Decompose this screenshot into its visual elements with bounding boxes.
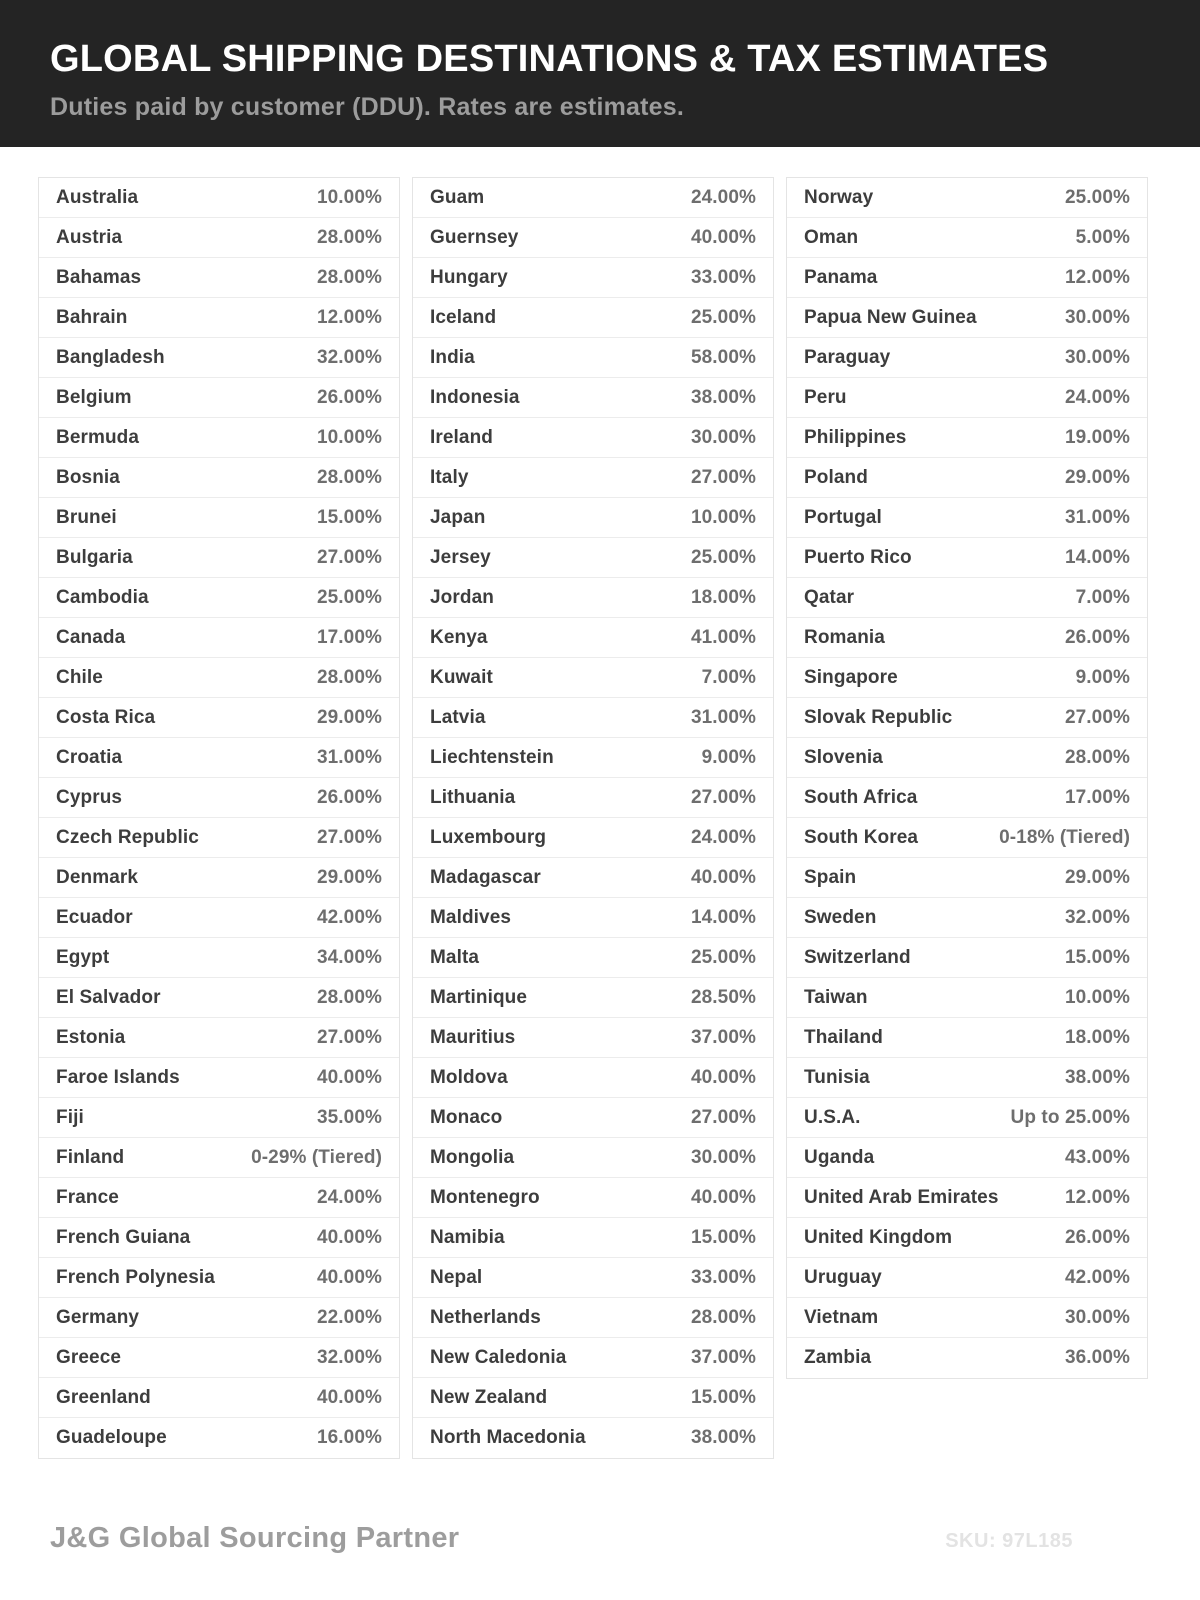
tax-rate: 24.00%: [316, 1186, 382, 1208]
country-name: Japan: [430, 506, 486, 528]
country-name: Finland: [56, 1146, 125, 1168]
tax-rate: 35.00%: [316, 1106, 382, 1128]
country-name: Guadeloupe: [56, 1427, 167, 1448]
tax-rate: 30.00%: [1064, 306, 1130, 328]
table-row: [413, 858, 773, 898]
tax-rate: 25.00%: [690, 306, 756, 328]
tax-rate: 26.00%: [316, 386, 382, 408]
table-row: [413, 178, 773, 218]
country-name: South Korea: [804, 826, 919, 848]
brand-name: J&G Global Sourcing Partner: [50, 1522, 460, 1554]
tax-rate: 41.00%: [690, 626, 756, 648]
tax-rate: 18.00%: [690, 586, 756, 608]
tax-rate: 40.00%: [316, 1386, 382, 1408]
tax-rate: 26.00%: [1064, 626, 1130, 648]
table-row: [39, 778, 399, 818]
table-row: [787, 298, 1147, 338]
table-row: [39, 458, 399, 498]
table-row: [787, 898, 1147, 938]
table-row: [39, 1418, 399, 1458]
table-row: [787, 778, 1147, 818]
tax-rate: 10.00%: [1064, 986, 1130, 1008]
tax-rate: 38.00%: [690, 386, 756, 408]
country-name: United Arab Emirates: [804, 1186, 999, 1208]
tax-rate: 0-29% (Tiered): [251, 1146, 382, 1168]
country-name: Denmark: [56, 866, 139, 888]
table-row: [787, 658, 1147, 698]
tax-rate: 30.00%: [690, 426, 756, 448]
country-name: Montenegro: [430, 1186, 540, 1208]
tax-rate: 10.00%: [316, 186, 382, 208]
country-name: Bangladesh: [56, 346, 165, 368]
tax-rate: 58.00%: [690, 346, 756, 368]
tax-rate: 31.00%: [690, 706, 756, 728]
table-row: [787, 938, 1147, 978]
tax-rate: 12.00%: [316, 306, 382, 328]
tax-rate: 9.00%: [701, 746, 756, 768]
country-name: Nepal: [430, 1266, 483, 1288]
table-row: [787, 738, 1147, 778]
country-name: Czech Republic: [56, 826, 199, 848]
table-row: [39, 218, 399, 258]
country-name: Mongolia: [430, 1146, 515, 1168]
tax-rate: 27.00%: [1064, 706, 1130, 728]
table-row: [787, 1018, 1147, 1058]
country-name: Fiji: [56, 1106, 84, 1128]
country-name: Canada: [56, 626, 126, 648]
country-name: Brunei: [56, 506, 117, 528]
table-row: [787, 218, 1147, 258]
country-name: Qatar: [804, 586, 855, 608]
tax-rate: 17.00%: [1064, 786, 1130, 808]
table-row: [787, 418, 1147, 458]
table-row: [39, 938, 399, 978]
tax-rate: 25.00%: [690, 946, 756, 968]
country-name: Bermuda: [56, 426, 140, 448]
country-name: Greenland: [56, 1386, 151, 1408]
tax-rate: 42.00%: [1064, 1266, 1130, 1288]
table-row: [787, 698, 1147, 738]
tax-rate: 38.00%: [690, 1427, 756, 1448]
table-row: [413, 378, 773, 418]
country-name: Latvia: [430, 706, 486, 728]
tax-rate: 28.50%: [690, 986, 756, 1008]
table-row: [39, 1098, 399, 1138]
country-name: Croatia: [56, 746, 123, 768]
table-row: [413, 738, 773, 778]
tax-rate: 22.00%: [316, 1306, 382, 1328]
country-name: French Polynesia: [56, 1266, 215, 1288]
page-subtitle: Duties paid by customer (DDU). Rates are estimates.: [50, 92, 685, 121]
table-row: [413, 1178, 773, 1218]
tax-rate: 24.00%: [1064, 386, 1130, 408]
tax-rate: 43.00%: [1064, 1146, 1130, 1168]
sku-label: SKU: 97L185: [945, 1530, 1073, 1552]
tax-rate: 15.00%: [1064, 946, 1130, 968]
table-row: [787, 1218, 1147, 1258]
country-name: India: [430, 346, 475, 368]
table-row: [787, 1098, 1147, 1138]
table-row: [787, 1178, 1147, 1218]
tax-rate: 40.00%: [316, 1226, 382, 1248]
country-name: Tunisia: [804, 1066, 870, 1088]
tax-rate: 29.00%: [316, 706, 382, 728]
table-row: [413, 458, 773, 498]
table-row: [413, 298, 773, 338]
country-name: Chile: [56, 666, 103, 688]
tax-rate: 29.00%: [1064, 866, 1130, 888]
table-row: [413, 1378, 773, 1418]
table-row: [787, 1138, 1147, 1178]
tax-rate: 32.00%: [316, 346, 382, 368]
table-row: [39, 338, 399, 378]
country-name: Estonia: [56, 1026, 126, 1048]
rates-column-1: [38, 177, 400, 1459]
country-name: Ireland: [430, 426, 493, 448]
country-name: Faroe Islands: [56, 1066, 180, 1088]
table-row: [787, 818, 1147, 858]
country-name: Kuwait: [430, 666, 493, 688]
country-name: Slovenia: [804, 746, 883, 768]
country-name: Panama: [804, 266, 878, 288]
table-row: [413, 418, 773, 458]
tax-rate: 31.00%: [316, 746, 382, 768]
tax-rate: 15.00%: [690, 1226, 756, 1248]
table-row: [39, 738, 399, 778]
table-row: [787, 178, 1147, 218]
table-row: [413, 578, 773, 618]
table-row: [39, 818, 399, 858]
table-row: [413, 898, 773, 938]
table-row: [787, 1338, 1147, 1378]
tax-rate: 24.00%: [690, 826, 756, 848]
country-name: Spain: [804, 866, 857, 888]
country-name: Netherlands: [430, 1306, 541, 1328]
country-name: Philippines: [804, 426, 907, 448]
country-name: Singapore: [804, 666, 898, 688]
tax-rate: 37.00%: [690, 1346, 756, 1368]
tax-rate: 28.00%: [316, 226, 382, 248]
table-row: [413, 1218, 773, 1258]
tax-rate: 29.00%: [1064, 466, 1130, 488]
country-name: South Africa: [804, 786, 918, 808]
country-name: Papua New Guinea: [804, 306, 977, 328]
table-row: [39, 1338, 399, 1378]
rates-column-3: [786, 177, 1148, 1379]
tax-rate: 34.00%: [316, 946, 382, 968]
table-row: [787, 858, 1147, 898]
tax-rate: 30.00%: [690, 1146, 756, 1168]
header-banner: [0, 0, 1200, 147]
table-row: [39, 418, 399, 458]
country-name: Mauritius: [430, 1026, 516, 1048]
tax-rate: 24.00%: [690, 186, 756, 208]
country-name: Luxembourg: [430, 826, 547, 848]
tax-rate: 26.00%: [316, 786, 382, 808]
country-name: North Macedonia: [430, 1427, 586, 1448]
country-name: Greece: [56, 1346, 122, 1368]
country-name: Vietnam: [804, 1306, 879, 1328]
table-row: [39, 1258, 399, 1298]
country-name: Moldova: [430, 1066, 508, 1088]
tax-rate: 12.00%: [1064, 266, 1130, 288]
tax-rate: 38.00%: [1064, 1066, 1130, 1088]
table-row: [39, 298, 399, 338]
table-row: [413, 698, 773, 738]
table-row: [39, 858, 399, 898]
table-row: [39, 1218, 399, 1258]
tax-rate: 28.00%: [316, 986, 382, 1008]
table-row: [39, 578, 399, 618]
tax-rate: 27.00%: [690, 786, 756, 808]
table-row: [413, 938, 773, 978]
tax-rate: 28.00%: [690, 1306, 756, 1328]
tax-rate: 27.00%: [316, 546, 382, 568]
country-name: Portugal: [804, 506, 882, 528]
table-row: [787, 978, 1147, 1018]
tax-rate: 33.00%: [690, 266, 756, 288]
country-name: Poland: [804, 466, 868, 488]
tax-rate: 25.00%: [316, 586, 382, 608]
tax-rate: 7.00%: [1075, 586, 1130, 608]
table-row: [39, 1298, 399, 1338]
table-row: [39, 658, 399, 698]
country-name: French Guiana: [56, 1226, 191, 1248]
table-row: [39, 1018, 399, 1058]
table-row: [787, 1298, 1147, 1338]
table-row: [787, 458, 1147, 498]
country-name: Lithuania: [430, 786, 516, 808]
table-row: [413, 978, 773, 1018]
country-name: Cambodia: [56, 586, 149, 608]
tax-rate: 5.00%: [1075, 226, 1130, 248]
table-row: [39, 1058, 399, 1098]
country-name: Liechtenstein: [430, 746, 554, 768]
tax-rate: 0-18% (Tiered): [999, 826, 1130, 848]
country-name: Germany: [56, 1306, 140, 1328]
tax-rate: 40.00%: [690, 226, 756, 248]
country-name: Egypt: [56, 946, 110, 968]
tax-rate: 17.00%: [316, 626, 382, 648]
country-name: Guernsey: [430, 226, 519, 248]
tax-rate: 27.00%: [316, 1026, 382, 1048]
tax-rate: 27.00%: [316, 826, 382, 848]
tax-rate: 32.00%: [316, 1346, 382, 1368]
country-name: Guam: [430, 186, 485, 208]
country-name: Hungary: [430, 266, 508, 288]
table-row: [413, 498, 773, 538]
tax-rate: 27.00%: [690, 466, 756, 488]
tax-rate: 16.00%: [316, 1427, 382, 1448]
table-row: [39, 1378, 399, 1418]
country-name: Namibia: [430, 1226, 505, 1248]
country-name: France: [56, 1186, 119, 1208]
table-row: [39, 1178, 399, 1218]
table-row: [787, 578, 1147, 618]
table-row: [39, 178, 399, 218]
country-name: Kenya: [430, 626, 488, 648]
country-name: Australia: [56, 186, 139, 208]
country-name: Indonesia: [430, 386, 520, 408]
tax-rate: 10.00%: [316, 426, 382, 448]
country-name: Sweden: [804, 906, 877, 928]
table-row: [413, 1418, 773, 1458]
country-name: Monaco: [430, 1106, 503, 1128]
tax-rate: 9.00%: [1075, 666, 1130, 688]
tax-rate: 27.00%: [690, 1106, 756, 1128]
tax-rate: 28.00%: [316, 666, 382, 688]
country-name: Martinique: [430, 986, 528, 1008]
tax-rate: 36.00%: [1064, 1347, 1130, 1368]
table-row: [39, 498, 399, 538]
table-row: [39, 618, 399, 658]
table-row: [413, 618, 773, 658]
country-name: Belgium: [56, 386, 132, 408]
table-row: [39, 258, 399, 298]
tax-rate: 40.00%: [690, 866, 756, 888]
table-row: [413, 1138, 773, 1178]
tax-rate: 30.00%: [1064, 346, 1130, 368]
tax-rate: 28.00%: [1064, 746, 1130, 768]
tax-rate: 14.00%: [1064, 546, 1130, 568]
country-name: Romania: [804, 626, 885, 648]
country-name: Norway: [804, 186, 874, 208]
shipping-rates-table: [38, 177, 1148, 1459]
tax-rate: 30.00%: [1064, 1306, 1130, 1328]
table-row: [413, 1098, 773, 1138]
tax-rate: 14.00%: [690, 906, 756, 928]
tax-rate: 28.00%: [316, 266, 382, 288]
country-name: Bahamas: [56, 266, 142, 288]
country-name: Peru: [804, 386, 847, 408]
country-name: Oman: [804, 226, 859, 248]
table-row: [39, 698, 399, 738]
tax-rate: 32.00%: [1064, 906, 1130, 928]
country-name: Paraguay: [804, 346, 891, 368]
tax-rate: 29.00%: [316, 866, 382, 888]
country-name: Bahrain: [56, 306, 128, 328]
country-name: Jersey: [430, 546, 491, 568]
tax-rate: 15.00%: [690, 1386, 756, 1408]
country-name: Austria: [56, 226, 123, 248]
table-row: [413, 338, 773, 378]
rates-column-2: [412, 177, 774, 1459]
table-row: [39, 898, 399, 938]
tax-rate: 40.00%: [316, 1066, 382, 1088]
tax-rate: 25.00%: [690, 546, 756, 568]
country-name: Slovak Republic: [804, 706, 953, 728]
country-name: Bosnia: [56, 466, 120, 488]
country-name: Iceland: [430, 306, 497, 328]
country-name: Thailand: [804, 1026, 883, 1048]
table-row: [787, 1258, 1147, 1298]
country-name: Cyprus: [56, 786, 123, 808]
table-row: [413, 818, 773, 858]
table-row: [413, 218, 773, 258]
tax-rate: 26.00%: [1064, 1226, 1130, 1248]
tax-rate: 37.00%: [690, 1026, 756, 1048]
tax-rate: 42.00%: [316, 906, 382, 928]
country-name: New Zealand: [430, 1386, 548, 1408]
tax-rate: 12.00%: [1064, 1186, 1130, 1208]
tax-rate: 15.00%: [316, 506, 382, 528]
table-row: [39, 538, 399, 578]
country-name: Switzerland: [804, 946, 911, 968]
country-name: Ecuador: [56, 906, 133, 928]
table-row: [787, 378, 1147, 418]
country-name: Taiwan: [804, 986, 868, 1008]
table-row: [413, 1018, 773, 1058]
country-name: Malta: [430, 946, 480, 968]
table-row: [413, 1338, 773, 1378]
table-row: [787, 258, 1147, 298]
tax-rate: 31.00%: [1064, 506, 1130, 528]
country-name: U.S.A.: [804, 1106, 861, 1128]
table-row: [413, 258, 773, 298]
tax-rate: 40.00%: [316, 1266, 382, 1288]
table-row: [39, 1138, 399, 1178]
country-name: Bulgaria: [56, 546, 133, 568]
table-row: [39, 378, 399, 418]
table-row: [413, 778, 773, 818]
country-name: Zambia: [804, 1347, 872, 1368]
table-row: [413, 658, 773, 698]
country-name: Uruguay: [804, 1266, 882, 1288]
table-row: [413, 1258, 773, 1298]
tax-rate: 7.00%: [701, 666, 756, 688]
country-name: Puerto Rico: [804, 546, 912, 568]
tax-rate: 19.00%: [1064, 426, 1130, 448]
table-row: [787, 618, 1147, 658]
table-row: [787, 538, 1147, 578]
tax-rate: 40.00%: [690, 1186, 756, 1208]
tax-rate: 28.00%: [316, 466, 382, 488]
country-name: New Caledonia: [430, 1346, 567, 1368]
tax-rate: 10.00%: [690, 506, 756, 528]
country-name: Uganda: [804, 1146, 875, 1168]
country-name: El Salvador: [56, 986, 161, 1008]
table-row: [39, 978, 399, 1018]
page-title: GLOBAL SHIPPING DESTINATIONS & TAX ESTIMATES: [50, 38, 1049, 80]
country-name: Costa Rica: [56, 706, 156, 728]
table-row: [787, 1058, 1147, 1098]
table-row: [413, 1298, 773, 1338]
country-name: Maldives: [430, 906, 512, 928]
tax-rate: Up to 25.00%: [1010, 1106, 1130, 1128]
table-row: [787, 338, 1147, 378]
table-row: [413, 1058, 773, 1098]
tax-rate: 18.00%: [1064, 1026, 1130, 1048]
tax-rate: 25.00%: [1064, 186, 1130, 208]
country-name: Italy: [430, 466, 469, 488]
footer: [50, 1522, 1073, 1555]
table-row: [787, 498, 1147, 538]
tax-rate: 33.00%: [690, 1266, 756, 1288]
country-name: Jordan: [430, 586, 494, 608]
country-name: Madagascar: [430, 866, 541, 888]
table-row: [413, 538, 773, 578]
country-name: United Kingdom: [804, 1226, 953, 1248]
tax-rate: 40.00%: [690, 1066, 756, 1088]
